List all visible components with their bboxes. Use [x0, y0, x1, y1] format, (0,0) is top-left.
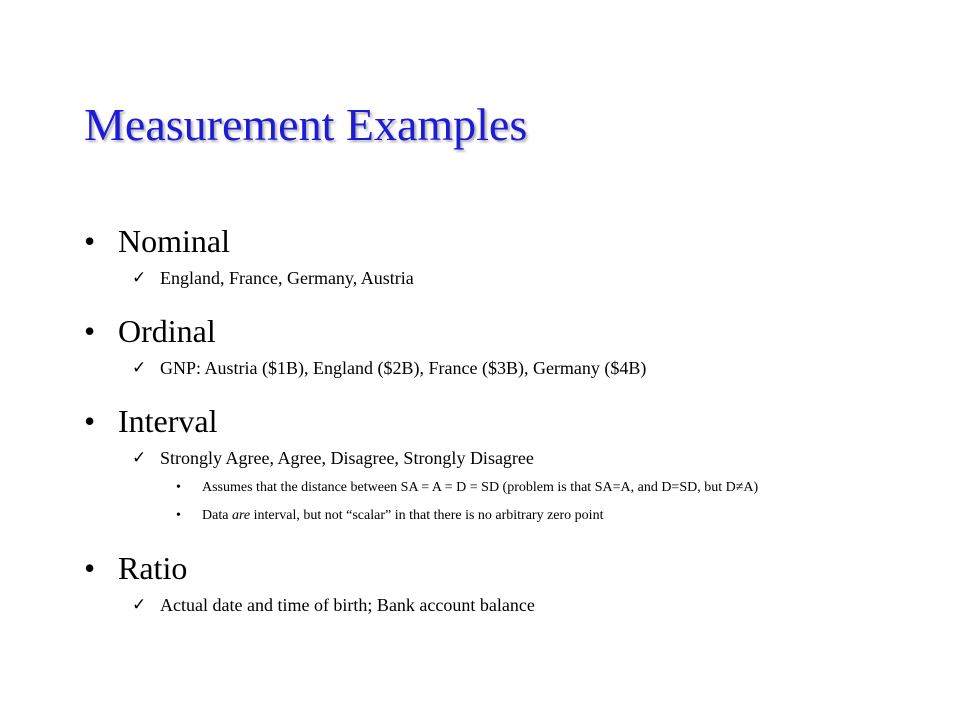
- sub-item-text: GNP: Austria ($1B), England ($2B), France ($3B), Germany ($4B): [160, 358, 647, 378]
- detail-item: [84, 506, 877, 525]
- slide-content: [84, 218, 884, 619]
- bullet-icon: •: [176, 508, 181, 523]
- bullet-label: Ordinal: [118, 313, 216, 349]
- bullet-icon: •: [84, 223, 96, 259]
- bullet-label: Nominal: [118, 223, 230, 259]
- sub-item-text: Actual date and time of birth; Bank account balance: [160, 595, 535, 615]
- bullet-icon: •: [84, 403, 96, 439]
- detail-text-post: interval, but not “scalar” in that there is no arbitrary zero point: [250, 508, 604, 523]
- checkmark-icon: ✓: [132, 448, 147, 468]
- checkmark-icon: ✓: [132, 595, 147, 615]
- bullet-item-ratio: [84, 545, 884, 591]
- bullet-label: Interval: [118, 403, 218, 439]
- bullet-icon: •: [84, 550, 96, 586]
- detail-text-emphasis: are: [231, 508, 251, 523]
- sub-item: [84, 444, 884, 472]
- detail-item: [84, 478, 877, 497]
- sub-item: [84, 264, 884, 292]
- bullet-icon: •: [84, 313, 96, 349]
- checkmark-icon: ✓: [132, 268, 147, 288]
- sub-item: [84, 591, 884, 619]
- detail-text: Assumes that the distance between SA = A = D = SD (problem is that SA=A, and D=SD, but D≠A): [202, 480, 759, 495]
- bullet-icon: •: [176, 480, 181, 495]
- sub-item-text: England, France, Germany, Austria: [160, 268, 414, 288]
- bullet-item-ordinal: [84, 308, 884, 354]
- checkmark-icon: ✓: [132, 358, 147, 378]
- bullet-item-nominal: [84, 218, 884, 264]
- slide-title: Measurement Examples: [84, 99, 528, 150]
- sub-item-text: Strongly Agree, Agree, Disagree, Strongly Disagree: [160, 448, 534, 468]
- bullet-item-interval: [84, 398, 884, 444]
- sub-item: [84, 354, 884, 382]
- detail-text-pre: Data: [202, 508, 232, 523]
- bullet-label: Ratio: [118, 550, 188, 586]
